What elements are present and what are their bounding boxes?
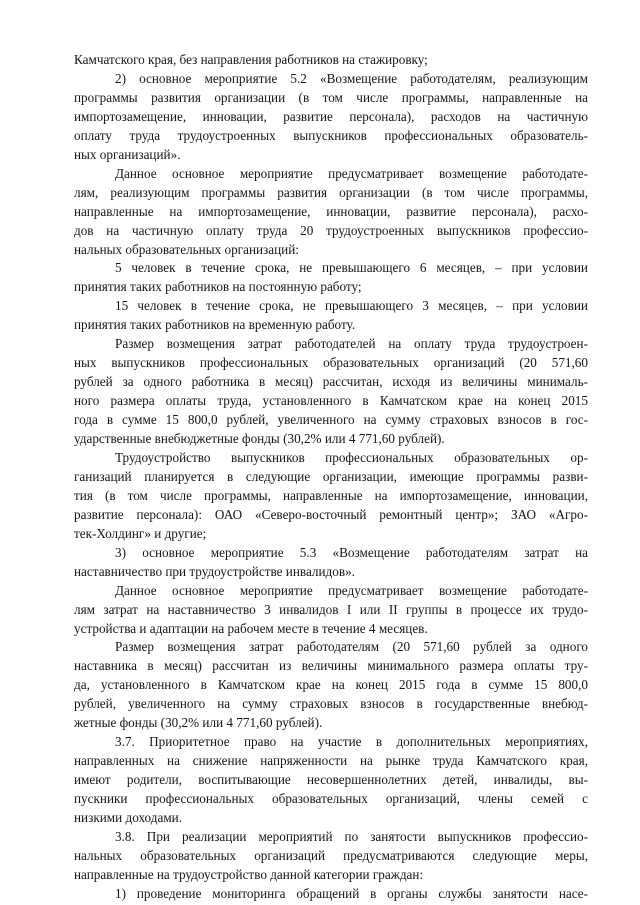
text-line: пускники профессиональных образовательных организаций, члены семей с — [74, 791, 588, 807]
text-line: ных выпускников профессиональных образовательных организаций (20 571,60 — [74, 355, 588, 371]
text-line: 5 человек в течение срока, не превышающего 6 месяцев, – при условии — [115, 260, 588, 276]
text-line: ганизаций планируется в следующие организации, имеющие программы разви- — [74, 468, 588, 484]
text-line: направленные на импортозамещение, инновации, развитие персонала), расхо- — [74, 203, 588, 219]
text-line: жетные фонды (30,2% или 4 771,60 рублей). — [74, 715, 323, 731]
text-line: развитие персонала): ОАО «Северо-восточный ремонтный центр»; ЗАО «Агро- — [74, 506, 588, 522]
text-line: тия (в том числе программы, направленные на импортозамещение, инновации, — [74, 487, 588, 503]
text-line: рублей, увеличенного на сумму страховых взносов в государственные внебюд- — [74, 696, 588, 712]
text-line: тек-Холдинг» и другие; — [74, 525, 207, 541]
text-line: 3) основное мероприятие 5.3 «Возмещение работодателям затрат на — [115, 544, 588, 560]
text-line: направленных на снижение напряженности на рынке труда Камчатского края, — [74, 753, 588, 769]
text-line: нальных образовательных организаций предусматриваются следующие меры, — [74, 847, 588, 863]
text-line: лям затрат на наставничество 3 инвалидов I или II группы в процессе их трудо- — [74, 601, 588, 617]
text-line: программы развития организации (в том числе программы, направленные на — [74, 89, 588, 105]
text-line: дов на частичную оплату труда 20 трудоустроенных выпускников профессио- — [74, 222, 588, 238]
text-line: Данное основное мероприятие предусматривает возмещение работодате- — [115, 165, 588, 181]
text-line: принятия таких работников на постоянную работу; — [74, 279, 362, 295]
text-line: Трудоустройство выпускников профессиональных образовательных ор- — [115, 449, 588, 465]
text-line: наставничество при трудоустройстве инвалидов». — [74, 563, 355, 579]
text-line: устройства и адаптации на рабочем месте в течение 4 месяцев. — [74, 620, 428, 636]
text-line: 3.8. При реализации мероприятий по занятости выпускников профессио- — [115, 828, 588, 844]
text-line: да, установленного в Камчатском крае на конец 2015 года в сумме 15 800,0 — [74, 677, 588, 693]
text-line: импортозамещение, инновации, развитие персонала), расходов на частичную — [74, 108, 588, 124]
text-line: ударственные внебюджетные фонды (30,2% или 4 771,60 рублей). — [74, 431, 445, 446]
text-line: рублей за одного работника в месяц) рассчитан, исходя из величины минималь- — [74, 374, 588, 390]
text-line: Камчатского края, без направления работников на стажировку; — [74, 52, 428, 67]
text-line: низкими доходами. — [74, 810, 183, 825]
text-line: направленные на трудоустройство данной категории граждан: — [74, 866, 424, 882]
text-line: принятия таких работников на временную работу. — [74, 317, 356, 333]
text-line: 1) проведение мониторинга обращений в органы службы занятости насе- — [115, 885, 588, 901]
text-line: 3.7. Приоритетное право на участие в дополнительных мероприятиях, — [115, 734, 588, 750]
text-line: лям, реализующим программы развития организации (в том числе программы, — [74, 184, 588, 200]
text-line: 2) основное мероприятие 5.2 «Возмещение работодателям, реализующим — [115, 70, 588, 86]
text-line: Размер возмещения затрат работодателям (20 571,60 рублей за одного — [115, 639, 588, 655]
text-line: имеют родители, воспитывающие несовершеннолетних детей, инвалиды, вы- — [74, 772, 588, 788]
text-line: нальных образовательных организаций: — [74, 241, 299, 257]
text-line: ных организаций». — [74, 146, 181, 162]
text-line: наставника в месяц) рассчитан из величины минимального размера оплаты тру- — [74, 658, 588, 674]
text-line: оплату труда трудоустроенных выпускников профессиональных образователь- — [74, 127, 588, 143]
text-line: 15 человек в течение срока, не превышающего 3 месяцев, – при условии — [115, 298, 588, 314]
text-line: Размер возмещения затрат работодателей на оплату труда трудоустроен- — [115, 336, 588, 352]
text-line: Данное основное мероприятие предусматривает возмещение работодате- — [115, 582, 588, 598]
text-line: ного размера оплаты труда, установленного в Камчатском крае на конец 2015 — [74, 393, 588, 409]
text-line: года в сумме 15 800,0 рублей, увеличенного на сумму страховых взносов в гос- — [74, 412, 588, 428]
